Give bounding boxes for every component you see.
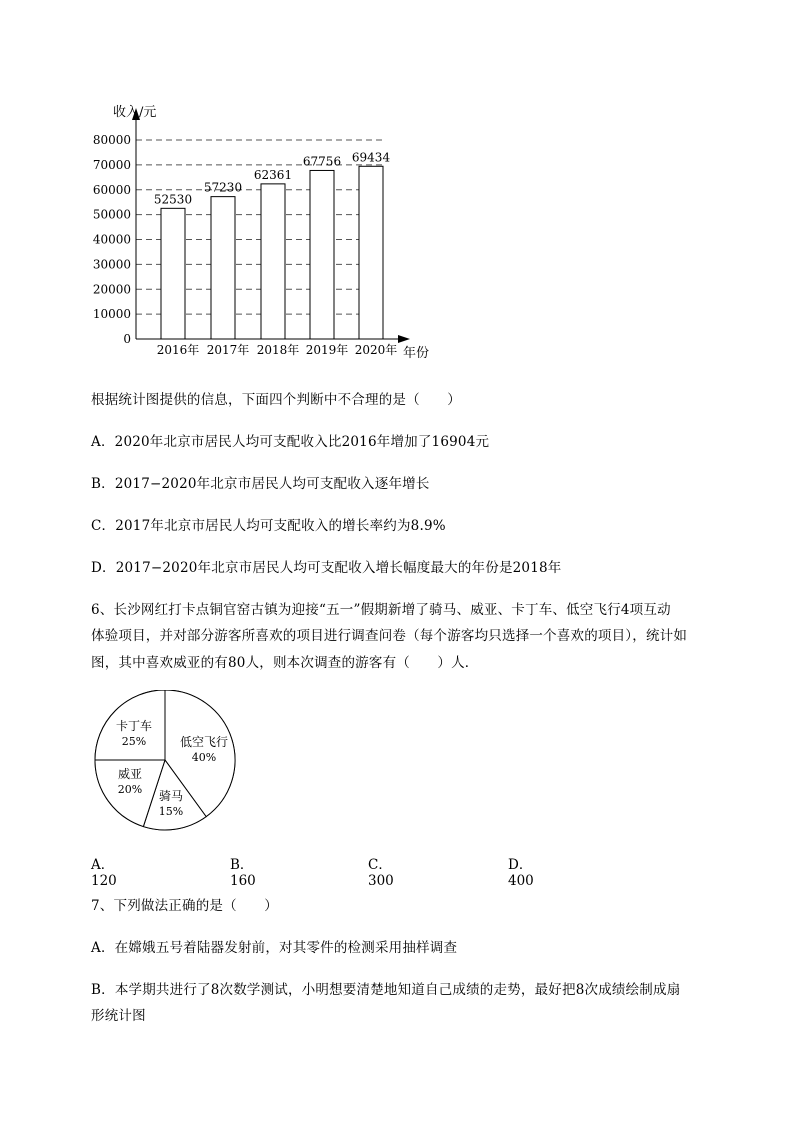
q5-option-d: D．2017−2020年北京市居民人均可支配收入增长幅度最大的年份是2018年	[91, 560, 562, 576]
x-axis-arrow	[398, 335, 410, 343]
q7-stem: 7、下列做法正确的是（ ）	[91, 898, 278, 914]
project-pie-chart	[0, 690, 794, 840]
data-label: 57230	[203, 180, 243, 195]
q6-stem-line2: 体验项目，并对部分游客所喜欢的项目进行调查问卷（每个游客均只选择一个喜欢的项目），统计如	[91, 628, 688, 644]
y-tick-label: 80000	[92, 133, 131, 147]
q6-stem-line3: 图，其中喜欢威亚的有80人，则本次调查的游客有（ ）人．	[91, 655, 479, 671]
q6-option-c: C．300	[368, 857, 394, 889]
data-label: 62361	[253, 167, 293, 182]
q6-option-a: A．120	[91, 857, 117, 889]
slice-percent: 15%	[158, 805, 184, 818]
y-tick-label: 50000	[92, 207, 131, 222]
x-tick-label: 2020年	[354, 343, 398, 357]
slice-percent: 25%	[121, 735, 147, 748]
slice-label: 低空飞行	[179, 735, 229, 749]
y-axis-title: 收入/元	[113, 105, 157, 120]
slice-percent: 20%	[117, 783, 143, 796]
bar	[359, 166, 383, 339]
y-tick-label: 60000	[92, 182, 131, 197]
x-tick-label: 2016年	[156, 343, 200, 357]
q5-stem: 根据统计图提供的信息，下面四个判断中不合理的是（ ）	[91, 392, 461, 408]
slice-label: 威亚	[117, 767, 143, 781]
bar	[310, 170, 334, 339]
bar	[261, 184, 285, 339]
y-tick-label: 10000	[92, 307, 131, 322]
slice-label: 卡丁车	[115, 719, 153, 733]
y-tick-label: 0	[123, 332, 131, 346]
q6-option-d: D．400	[508, 857, 534, 889]
data-label: 52530	[153, 192, 193, 207]
data-label: 69434	[351, 150, 391, 165]
q5-option-b: B．2017−2020年北京市居民人均可支配收入逐年增长	[91, 476, 430, 492]
q6-stem-line1: 6、长沙网红打卡点铜官窑古镇为迎接“五一”假期新增了骑马、威亚、卡丁车、低空飞行4项互动	[91, 602, 671, 618]
y-tick-label: 20000	[92, 282, 131, 297]
bar	[161, 208, 185, 339]
y-tick-label: 30000	[92, 257, 131, 272]
x-tick-label: 2017年	[206, 343, 250, 357]
q7-option-b-line2: 形统计图	[91, 1008, 146, 1024]
q7-option-b-line1: B．本学期共进行了8次数学测试，小明想要清楚地知道自己成绩的走势，最好把8次成绩绘制成扇	[91, 982, 681, 998]
q6-option-b: B．160	[230, 857, 256, 889]
bar	[211, 197, 235, 339]
q5-option-a: A．2020年北京市居民人均可支配收入比2016年增加了16904元	[91, 434, 490, 450]
q7-option-a: A．在嫦娥五号着陆器发射前，对其零件的检测采用抽样调查	[91, 940, 458, 956]
slice-percent: 40%	[191, 751, 217, 764]
income-bar-chart	[0, 0, 794, 370]
data-label: 67756	[302, 154, 342, 169]
x-axis-title: 年份	[403, 346, 430, 361]
slice-label: 骑马	[158, 789, 184, 803]
x-tick-label: 2019年	[305, 343, 349, 357]
x-tick-label: 2018年	[256, 343, 300, 357]
q5-option-c: C．2017年北京市居民人均可支配收入的增长率约为8.9%	[91, 518, 446, 534]
y-tick-label: 70000	[92, 157, 131, 172]
y-tick-label: 40000	[92, 232, 131, 247]
